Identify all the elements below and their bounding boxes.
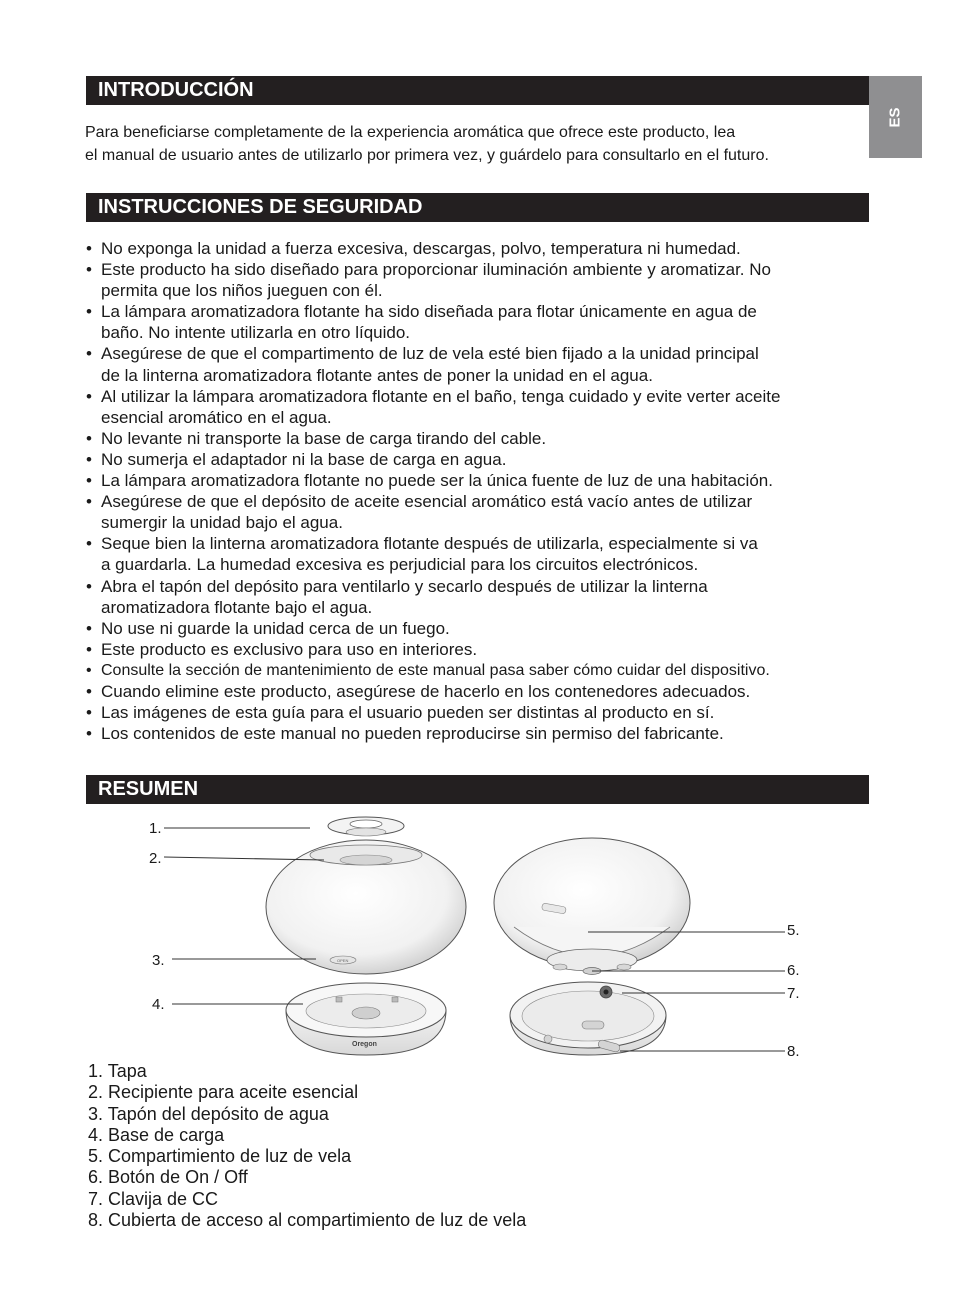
list-item: 2. Recipiente para aceite esencial (88, 1082, 359, 1103)
charging-base-illustration (286, 983, 446, 1055)
intro-header: INTRODUCCIÓN (86, 76, 869, 105)
lid-illustration (328, 817, 404, 836)
callout-5: 5. (787, 922, 800, 939)
product-diagram (130, 810, 810, 1065)
list-item: • No exponga la unidad a fuerza excesiva, descargas, polvo, temperatura ni humedad. (86, 238, 886, 259)
callout-3: 3. (152, 952, 165, 969)
list-item: • Cuando elimine este producto, asegúrese de hacerlo en los contenedores adecuados. (86, 681, 886, 702)
intro-text (85, 121, 885, 167)
open-marking: OPEN (337, 958, 349, 963)
list-item: 1. Tapa (88, 1061, 147, 1081)
safety-header: INSTRUCCIONES DE SEGURIDAD (86, 193, 869, 222)
intro-line: Para beneficiarse completamente de la experiencia aromática que ofrece este producto, lea (85, 124, 736, 141)
intro-line: el manual de usuario antes de utilizarlo por primera vez, y guárdelo para consultarlo en el futuro. (85, 147, 769, 164)
callout-2: 2. (149, 850, 162, 867)
language-tab-label: ES (886, 106, 904, 128)
callout-lines (164, 828, 785, 1051)
list-item: • La lámpara aromatizadora flotante no puede ser la única fuente de luz de una habitación. (86, 470, 886, 491)
safety-list (86, 238, 886, 744)
list-item: 5. Compartimiento de luz de vela (88, 1146, 352, 1167)
callout-7: 7. (787, 985, 800, 1002)
list-item: • Asegúrese de que el compartimento de luz de vela esté bien fijado a la unidad principal de la linterna aromatizadora flotante antes de poner la unidad en el agua. (86, 343, 886, 385)
list-item: • Las imágenes de esta guía para el usuario pueden ser distintas al producto en sí. (86, 702, 886, 723)
callout-4: 4. (152, 996, 165, 1013)
summary-header: RESUMEN (86, 775, 869, 804)
list-item: • Consulte la sección de mantenimiento de este manual pasa saber cómo cuidar del dispositivo. (86, 660, 886, 681)
list-item: 3. Tapón del depósito de agua (88, 1103, 329, 1124)
callout-8: 8. (787, 1043, 800, 1060)
list-item: • Este producto ha sido diseñado para proporcionar iluminación ambiente y aromatizar. No permita que los niños jueguen con él. (86, 259, 886, 301)
list-item: • Abra el tapón del depósito para ventilarlo y secarlo después de utilizar la linterna aromatizadora flotante bajo el agua. (86, 576, 886, 618)
list-item: • Al utilizar la lámpara aromatizadora flotante en el baño, tenga cuidado y evite verter aceite esencial aromático en el agua. (86, 386, 886, 428)
list-item: • Asegúrese de que el depósito de aceite esencial aromático está vacío antes de utilizar sumergir la unidad bajo el agua. (86, 491, 886, 533)
callout-6: 6. (787, 962, 800, 979)
callout-1: 1. (149, 820, 162, 837)
list-item: • Seque bien la linterna aromatizadora flotante después de utilizarla, especialmente si va a guardarla. La humedad excesiva es perjudicial para los circuitos electrónicos. (86, 533, 886, 575)
list-item: 4. Base de carga (88, 1124, 225, 1145)
list-item: • No levante ni transporte la base de carga tirando del cable. (86, 428, 886, 449)
brand-logo: Oregon (352, 1041, 377, 1048)
list-item: 7. Clavija de CC (88, 1188, 219, 1209)
list-item: 8. Cubierta de acceso al compartimiento de luz de vela (88, 1210, 527, 1231)
main-unit-illustration (266, 840, 466, 974)
list-item: 6. Botón de On / Off (88, 1167, 248, 1188)
list-item: • No sumerja el adaptador ni la base de carga en agua. (86, 449, 886, 470)
list-item: • Este producto es exclusivo para uso en interiores. (86, 639, 886, 660)
list-item: • No use ni guarde la unidad cerca de un fuego. (86, 618, 886, 639)
parts-list (88, 1061, 688, 1231)
underside-unit-illustration (494, 838, 690, 975)
list-item: • Los contenidos de este manual no pueden reproducirse sin permiso del fabricante. (86, 723, 886, 744)
list-item: • La lámpara aromatizadora flotante ha sido diseñada para flotar únicamente en agua de baño. No intente utilizarla en otro líquido. (86, 301, 886, 343)
